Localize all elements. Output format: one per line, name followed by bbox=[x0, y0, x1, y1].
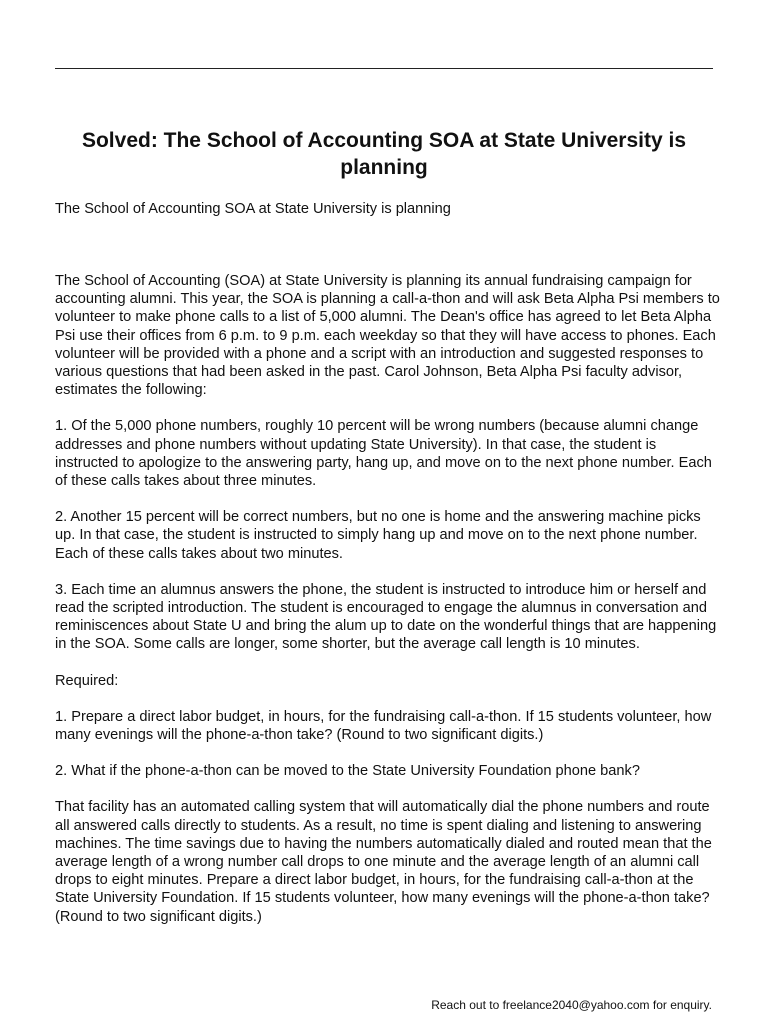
facility-paragraph: That facility has an automated calling system that will automatically dial the phone numbers and route all answered calls directly to students. As a result, no time is spent dialing and listening to answering machines. The time savings due to having the numbers automatically dialed and routed mean that the average length of a wrong number call drops to one minute and the average length of an alumni call drops to eight minutes. Prepare a direct labor budget, in hours, for the fundraising call-a-thon at the State University Foundation. If 15 students volunteer, how many evenings will the phone-a-thon take? (Round to two significant digits.) bbox=[55, 799, 712, 925]
page-subtitle: The School of Accounting SOA at State University is planning bbox=[55, 201, 451, 217]
required-heading: Required: bbox=[55, 672, 119, 689]
estimate-item-3: 3. Each time an alumnus answers the phone, the student is instructed to introduce him or herself and read the scripted introduction. The student is encouraged to engage the alumnus in conversation and reminiscences about State U and bring the alum up to date on the wonderful things that are happening in the SOA. Some calls are longer, some shorter, but the average call length is 10 minutes. bbox=[55, 581, 717, 653]
estimate-item-1: 1. Of the 5,000 phone numbers, roughly 10 percent will be wrong numbers (because alumni change addresses and phone numbers without updating State University). In that case, the student is instructed to apologize to the answering party, hang up, and move on to the next phone number. Each of these calls takes about three minutes. bbox=[55, 418, 712, 490]
top-divider bbox=[55, 68, 713, 69]
required-item-1: 1. Prepare a direct labor budget, in hours, for the fundraising call-a-thon. If 15 students volunteer, how many evenings will the phone-a-thon take? (Round to two significant digits.) bbox=[55, 708, 712, 744]
contact-footer: Reach out to freelance2040@yahoo.com for enquiry. bbox=[431, 998, 712, 1012]
estimate-item-2: 2. Another 15 percent will be correct numbers, but no one is home and the answering machine picks up. In that case, the student is instructed to simply hang up and move on to the next phone number. Each of these calls takes about two minutes. bbox=[55, 509, 701, 562]
required-item-2: 2. What if the phone-a-thon can be moved to the State University Foundation phone bank? bbox=[55, 763, 640, 780]
page-title: Solved: The School of Accounting SOA at State University is planning bbox=[81, 129, 687, 179]
document-body bbox=[55, 272, 720, 944]
intro-paragraph: The School of Accounting (SOA) at State University is planning its annual fundraising campaign for accounting alumni. This year, the SOA is planning a call-a-thon and will ask Beta Alpha Psi members to volunteer to make phone calls to a list of 5,000 alumni. The Dean's office has agreed to let Beta Alpha Psi use their offices from 6 p.m. to 9 p.m. each weekday so that they will have access to phones. Each volunteer will be provided with a phone and a script with an introduction and suggested responses to various questions that had been asked in the past. Carol Johnson, Beta Alpha Psi faculty advisor, estimates the following: bbox=[55, 273, 720, 399]
